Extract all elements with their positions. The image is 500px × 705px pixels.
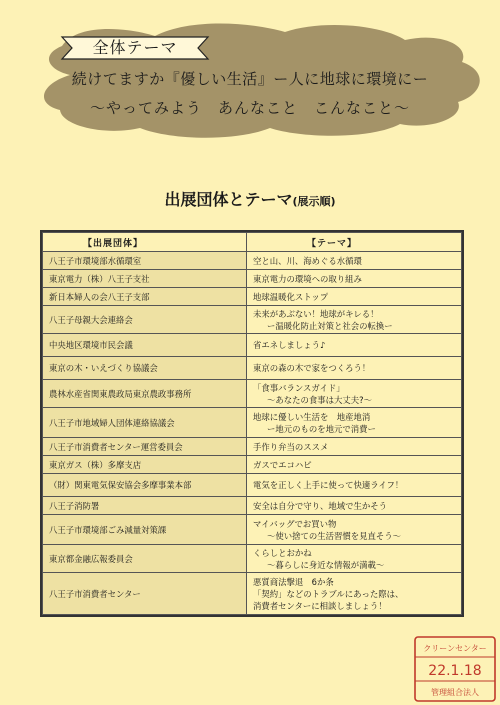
table-row xyxy=(43,357,462,380)
theme-line: 〜使い捨ての生活習慣を見直そう〜 xyxy=(267,530,401,541)
table-row xyxy=(43,334,462,357)
reception-stamp xyxy=(413,635,497,703)
table-row xyxy=(43,497,462,515)
section-title-main: 出展団体とテーマ xyxy=(164,190,293,209)
table-body xyxy=(43,252,462,615)
stamp-line-2: 22.1.18 xyxy=(428,663,482,679)
organization-cell: 東京都金融広報委員会 xyxy=(43,545,247,573)
table-row xyxy=(43,438,462,456)
theme-line: 安全は自分で守り、地域で生かそう xyxy=(253,500,387,511)
theme-line: ー温暖化防止対策と社会の転換ー xyxy=(267,320,393,331)
organization-cell: 八王子市環境部水循環室 xyxy=(43,252,247,270)
stamp-line-1: クリーンセンター xyxy=(423,644,487,653)
theme-line: 〜あなたの食事は大丈夫?〜 xyxy=(267,394,372,405)
theme-cell xyxy=(247,545,462,573)
theme-cell xyxy=(247,408,462,438)
table-row xyxy=(43,408,462,438)
headline-primary: 続けてますか『優しい生活』ー人に地球に環境にー xyxy=(71,70,429,88)
theme-line: マイバッグでお買い物 xyxy=(253,518,337,529)
theme-cell xyxy=(247,515,462,545)
table-row xyxy=(43,474,462,497)
table-row xyxy=(43,380,462,408)
theme-line: 地球に優しい生活を 地産地消 xyxy=(253,411,371,422)
theme-cell xyxy=(247,270,462,288)
theme-line: 電気を正しく上手に使って快適ライフ！ xyxy=(253,480,404,490)
theme-line: くらしとおかね xyxy=(253,547,312,558)
table-row xyxy=(43,288,462,306)
theme-cell xyxy=(247,334,462,357)
theme-cell xyxy=(247,456,462,474)
organization-cell: 中央地区環境市民会議 xyxy=(43,334,247,357)
theme-cell xyxy=(247,252,462,270)
theme-line: 地球温暖化ストップ xyxy=(253,291,329,302)
organization-cell: 農林水産省関東農政局東京農政事務所 xyxy=(43,380,247,408)
theme-line: 〜暮らしに身近な情報が満載〜 xyxy=(267,559,385,570)
theme-line: 東京電力の環境への取り組み xyxy=(253,273,362,284)
organization-cell: 八王子市環境部ごみ減量対策課 xyxy=(43,515,247,545)
header-organization: 【出展団体】 xyxy=(43,233,247,252)
table-header-row xyxy=(43,233,462,252)
theme-line: ー地元のものを地元で消費ー xyxy=(267,423,376,434)
section-title xyxy=(0,187,500,210)
theme-cell xyxy=(247,306,462,334)
section-title-sub: (展示順) xyxy=(292,195,336,208)
theme-cell xyxy=(247,380,462,408)
table-row xyxy=(43,456,462,474)
theme-line: 「契約」などのトラブルにあった際は、 xyxy=(253,588,404,599)
table-row xyxy=(43,306,462,334)
organization-cell: 八王子市消費者センター xyxy=(43,573,247,615)
organization-cell: 八王子消防署 xyxy=(43,497,247,515)
theme-line: 悪質商法撃退 6か条 xyxy=(253,576,334,587)
theme-cell xyxy=(247,474,462,497)
table-row xyxy=(43,545,462,573)
theme-line: 空と山、川、海めぐる水循環 xyxy=(253,255,362,266)
organization-cell: 新日本婦人の会八王子支部 xyxy=(43,288,247,306)
organization-cell: 八王子市消費者センター運営委員会 xyxy=(43,438,247,456)
theme-tag-label: 全体テーマ xyxy=(92,38,178,57)
organization-cell: （財）関東電気保安協会多摩事業本部 xyxy=(43,474,247,497)
table-row xyxy=(43,252,462,270)
organization-cell: 東京の木・いえづくり協議会 xyxy=(43,357,247,380)
theme-cell xyxy=(247,573,462,615)
theme-line: 手作り弁当のススメ xyxy=(253,441,329,452)
table-row xyxy=(43,573,462,615)
theme-line: 東京の森の木で家をつくろう！ xyxy=(253,363,371,373)
theme-cell xyxy=(247,288,462,306)
theme-cell xyxy=(247,357,462,380)
theme-line: 省エネしましょう♪ xyxy=(253,340,326,350)
theme-line: ガスでエコハピ xyxy=(253,459,312,470)
header-theme: 【テーマ】 xyxy=(247,233,462,252)
theme-line: 消費者センターに相談しましょう！ xyxy=(253,600,387,611)
organization-cell: 東京電力（株）八王子支社 xyxy=(43,270,247,288)
stamp-line-3: 管理組合法人 xyxy=(431,688,479,697)
theme-line: 「食事バランスガイド」 xyxy=(253,382,345,393)
organization-cell: 東京ガス（株）多摩支店 xyxy=(43,456,247,474)
theme-line: 未来があぶない！地球がキレる！ xyxy=(253,308,379,319)
theme-cell xyxy=(247,438,462,456)
organization-cell: 八王子市地域婦人団体連絡協議会 xyxy=(43,408,247,438)
table-row xyxy=(43,270,462,288)
headline-secondary: 〜やってみよう あんなこと こんなこと〜 xyxy=(89,99,410,117)
table-row xyxy=(43,515,462,545)
organization-cell: 八王子母親大会連絡会 xyxy=(43,306,247,334)
theme-cell xyxy=(247,497,462,515)
exhibitor-table xyxy=(40,230,464,617)
